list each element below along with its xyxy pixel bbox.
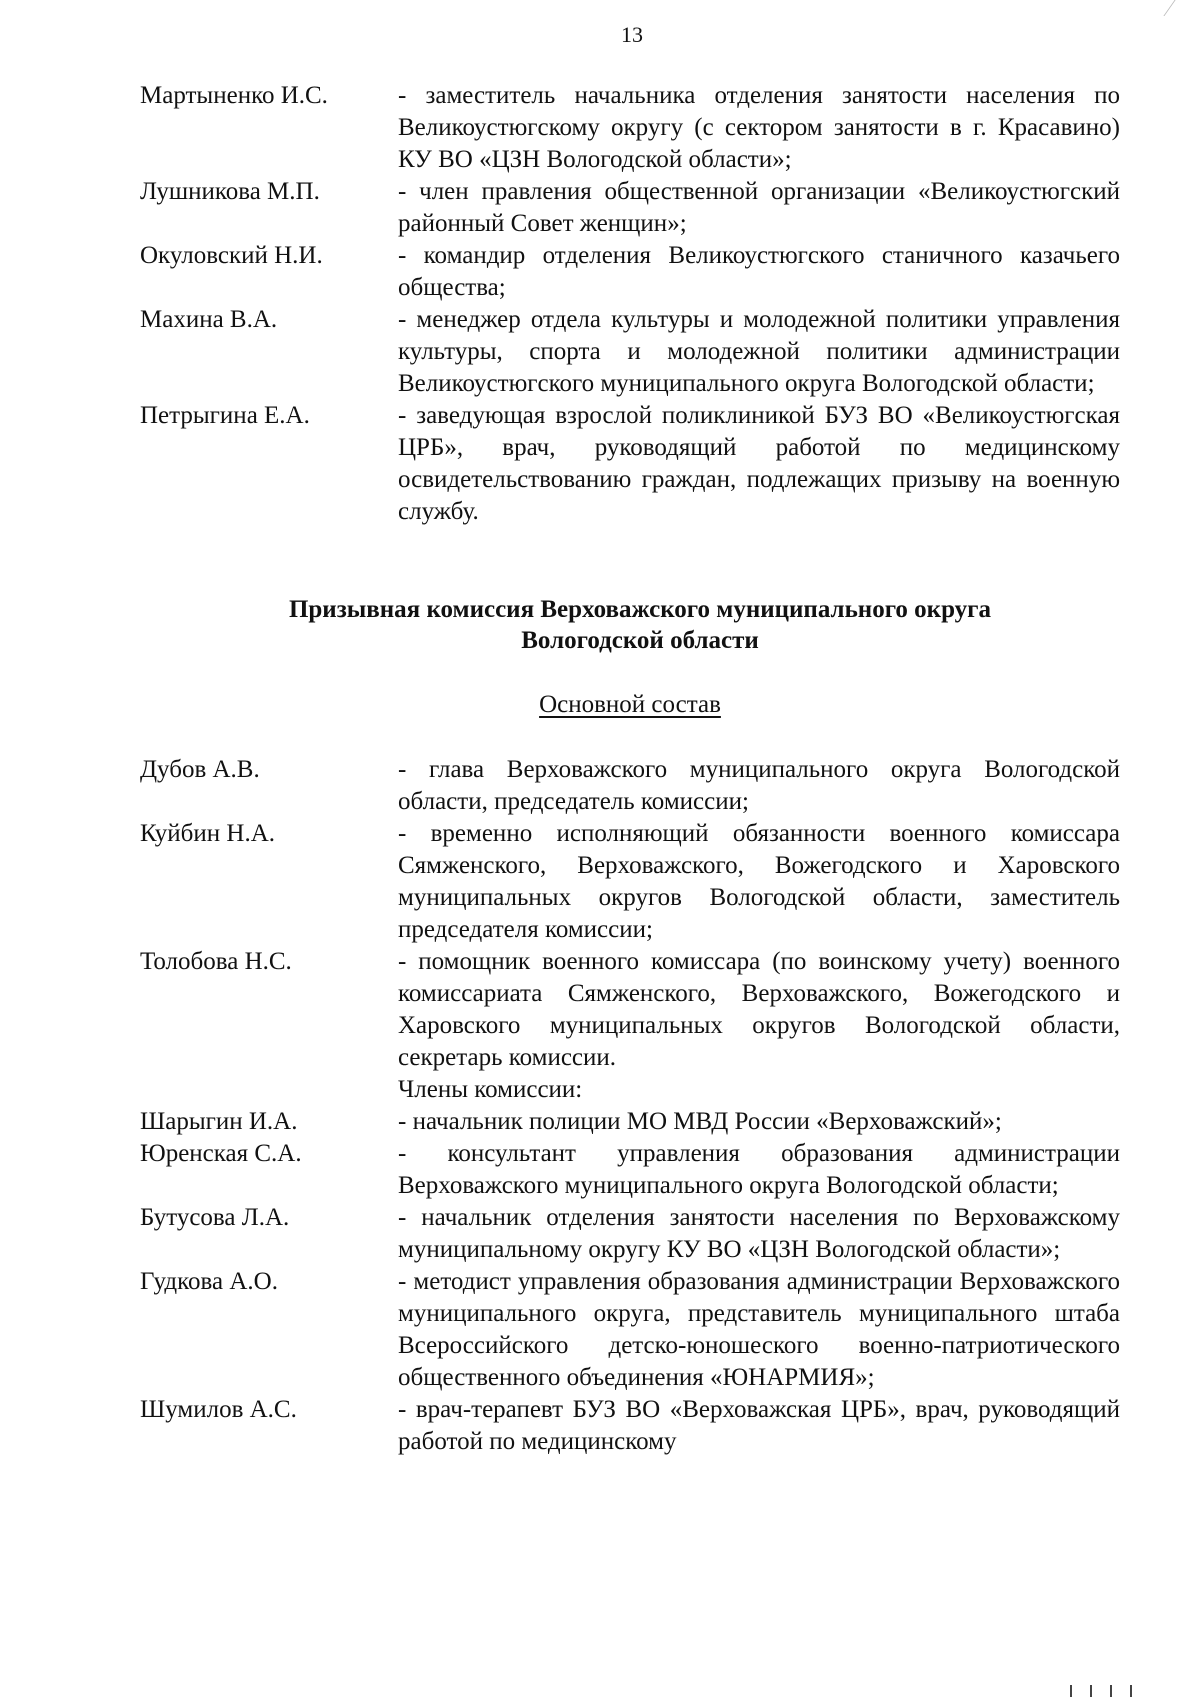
member-role: - заместитель начальника отделения занятости населения по Великоустюгскому округу (с сектором занятости в г. Красавино) КУ ВО «ЦЗН Вологодской области»; — [398, 82, 1120, 173]
member-role: - помощник военного комиссара (по воинскому учету) военного комиссариата Сямженского, Верховажского, Вожегодского и Харовского муниципальных округов Вологодской области, секретарь комиссии. — [398, 948, 1120, 1071]
member-name: Мартыненко И.С. — [140, 82, 328, 109]
commission-members-list — [140, 754, 1120, 1458]
member-role: - временно исполняющий обязанности военного комиссара Сямженского, Верховажского, Вожегодского и Харовского муниципальных округов Вологодской области, заместитель председателя комиссии; — [398, 820, 1120, 943]
member-row — [140, 304, 1120, 400]
member-row — [140, 754, 1120, 818]
member-row — [140, 1266, 1120, 1394]
member-role: - врач-терапевт БУЗ ВО «Верховажская ЦРБ», врач, руководящий работой по медицинскому — [398, 1396, 1120, 1455]
member-name: Куйбин Н.А. — [140, 820, 276, 847]
member-name: Бутусова Л.А. — [140, 1204, 290, 1231]
member-name: Окуловский Н.И. — [140, 242, 323, 269]
member-row — [140, 400, 1120, 528]
scan-mark — [1110, 1685, 1112, 1697]
member-name: Лушникова М.П. — [140, 178, 320, 205]
member-name: Шумилов А.С. — [140, 1396, 297, 1423]
member-row — [140, 1202, 1120, 1266]
scan-edge-marks — [1070, 1683, 1180, 1697]
member-role: - член правления общественной организации «Великоустюгский районный Совет женщин»; — [398, 178, 1120, 237]
member-name: Толобова Н.С. — [140, 948, 292, 975]
member-role: - начальник полиции МО МВД России «Верховажский»; — [398, 1108, 1002, 1135]
scan-mark — [1070, 1685, 1072, 1697]
member-row — [140, 80, 1120, 176]
commission-members-list-continued — [140, 80, 1120, 528]
member-name: Шарыгин И.А. — [140, 1108, 298, 1135]
scan-mark — [1090, 1685, 1092, 1697]
member-role: - консультант управления образования администрации Верховажского муниципального округа Вологодской области; — [398, 1140, 1120, 1199]
section-title — [140, 594, 1140, 656]
member-row — [140, 818, 1120, 946]
member-role: - методист управления образования администрации Верховажского муниципального округа, представитель муниципального штаба Всероссийского детско-юношеского военно-патриотического общественного объединения «ЮНАРМИЯ»; — [398, 1268, 1120, 1391]
member-row — [140, 1138, 1120, 1202]
page-number: 13 — [621, 22, 643, 47]
member-name: Юренская С.А. — [140, 1140, 302, 1167]
member-row — [140, 946, 1120, 1074]
member-name: Гудкова А.О. — [140, 1268, 278, 1295]
member-name: Дубов А.В. — [140, 756, 260, 783]
scan-mark — [1130, 1685, 1132, 1697]
members-label: Члены комиссии: — [398, 1076, 583, 1103]
member-role: - менеджер отдела культуры и молодежной политики управления культуры, спорта и молодежной политики администрации Великоустюгского муниципального округа Вологодской области; — [398, 306, 1120, 397]
member-name: Махина В.А. — [140, 306, 278, 333]
member-role: - глава Верховажского муниципального округа Вологодской области, председатель комиссии; — [398, 756, 1120, 815]
section-title-line-1: Призывная комиссия Верховажского муниципального округа — [288, 596, 992, 623]
member-role: - начальник отделения занятости населения по Верховажскому муниципальному округу КУ ВО «ЦЗН Вологодской области»; — [398, 1204, 1120, 1263]
member-row — [140, 176, 1120, 240]
section-subtitle-text: Основной состав — [539, 691, 721, 718]
member-name: Петрыгина Е.А. — [140, 402, 310, 429]
member-row — [140, 1394, 1120, 1458]
member-role: - командир отделения Великоустюгского станичного казачьего общества; — [398, 242, 1120, 301]
section-subtitle — [140, 689, 1120, 720]
member-row — [140, 240, 1120, 304]
member-role: - заведующая взрослой поликлиникой БУЗ ВО «Великоустюгская ЦРБ», врач, руководящий работой по медицинскому освидетельствованию граждан, подлежащих призыву на военную службу. — [398, 402, 1120, 525]
section-title-line-2: Вологодской области — [521, 627, 759, 654]
member-row — [140, 1106, 1120, 1138]
scan-corner-mark — [1163, 0, 1191, 16]
